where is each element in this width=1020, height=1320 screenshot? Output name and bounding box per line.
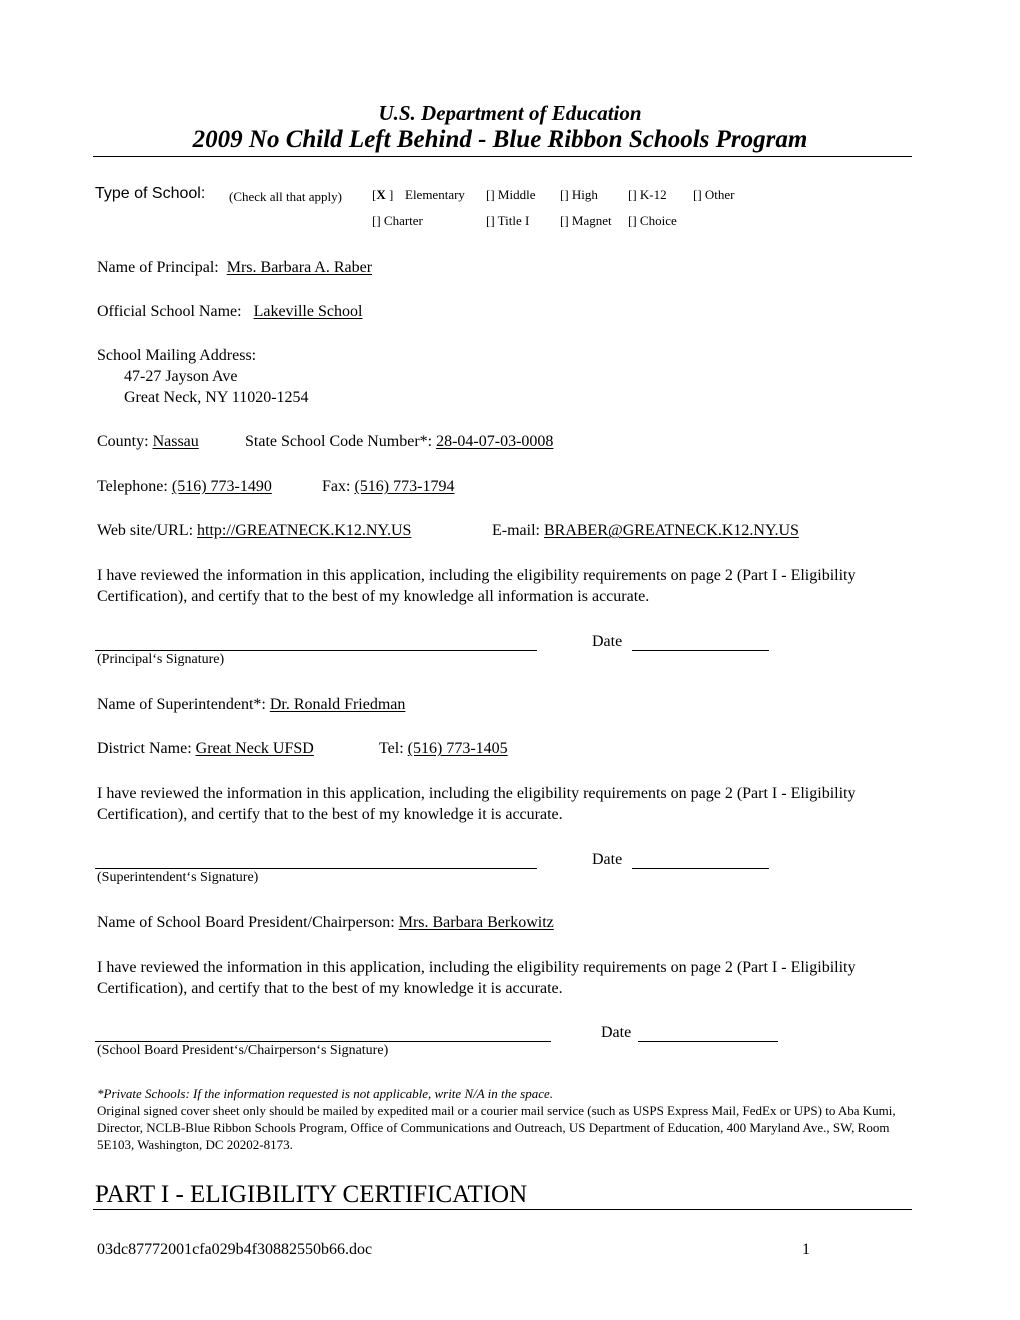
superintendent-signature-line[interactable] xyxy=(95,868,537,869)
superintendent-signature-caption: (Superintendent‘s Signature) xyxy=(97,870,259,885)
checkbox-open: [ xyxy=(372,187,377,202)
superintendent-row xyxy=(97,694,405,715)
board-signature-line[interactable] xyxy=(95,1041,551,1042)
principal-date-label: Date xyxy=(592,633,623,650)
school-type-hint: (Check all that apply) xyxy=(229,189,342,204)
checkbox-magnet[interactable]: [] Magnet xyxy=(560,213,612,228)
board-date-label: Date xyxy=(601,1024,632,1041)
district-tel-row xyxy=(379,738,508,759)
telephone-label: Telephone: xyxy=(97,478,168,495)
principal-date-line[interactable] xyxy=(632,650,769,651)
state-code-label: State School Code Number*: xyxy=(245,433,433,450)
header-rule xyxy=(93,156,912,157)
superintendent-certification: I have reviewed the information in this application, including the eligibility requirements on page 2 (Part I - Eligibility Certification), and certify that to the best of my knowledge it is accurate. xyxy=(97,785,856,823)
board-signature-caption: (School Board President‘s/Chairperson‘s Signature) xyxy=(97,1043,389,1058)
website-row xyxy=(97,520,411,541)
fax-value[interactable]: (516) 773-1794 xyxy=(354,478,455,495)
website-label: Web site/URL: xyxy=(97,522,194,539)
address-line2[interactable]: Great Neck, NY 11020-1254 xyxy=(124,389,309,406)
district-tel-value[interactable]: (516) 773-1405 xyxy=(407,740,508,757)
principal-row xyxy=(97,257,372,278)
principal-certification: I have reviewed the information in this application, including the eligibility requirements on page 2 (Part I - Eligibility Certification), and certify that to the best of my knowledge all information is accurate. xyxy=(97,567,856,605)
board-date-line[interactable] xyxy=(638,1041,778,1042)
email-label: E-mail: xyxy=(492,522,540,539)
superintendent-date-label: Date xyxy=(592,851,623,868)
superintendent-label: Name of Superintendent*: xyxy=(97,696,266,713)
board-president-name[interactable]: Mrs. Barbara Berkowitz xyxy=(398,914,554,931)
district-value[interactable]: Great Neck UFSD xyxy=(195,740,314,757)
telephone-value[interactable]: (516) 773-1490 xyxy=(171,478,272,495)
checkbox-close: ] xyxy=(385,187,394,202)
label-elementary: Elementary xyxy=(405,187,465,202)
district-label: District Name: xyxy=(97,740,192,757)
checkbox-elementary[interactable] xyxy=(372,186,393,203)
state-code-value[interactable]: 28-04-07-03-0008 xyxy=(436,433,554,450)
part-one-heading: PART I - ELIGIBILITY CERTIFICATION xyxy=(95,1181,528,1208)
superintendent-name[interactable]: Dr. Ronald Friedman xyxy=(269,696,406,713)
mailing-instructions: Original signed cover sheet only should be mailed by expedited mail or a courier mail service (such as USPS Express Mail, FedEx or UPS) to Aba Kumi, Director, NCLB-Blue Ribbon Schools Program, Office of Communications and Outreach, US Department of Education, 400 Maryland Ave., SW, Room 5E103, Washington, DC 20202-8173. xyxy=(97,1103,896,1152)
checkbox-k12[interactable]: [] K-12 xyxy=(628,187,667,202)
checkbox-middle[interactable]: [] Middle xyxy=(486,187,536,202)
checkbox-title1[interactable]: [] Title I xyxy=(486,213,530,228)
checkbox-charter[interactable]: [] Charter xyxy=(372,213,423,228)
program-title: 2009 No Child Left Behind - Blue Ribbon Schools Program xyxy=(192,126,808,153)
checkbox-choice[interactable]: [] Choice xyxy=(628,213,677,228)
email-row xyxy=(492,520,799,541)
state-code-row xyxy=(245,431,553,452)
school-name-label: Official School Name: xyxy=(97,303,242,320)
email-link[interactable]: BRABER@GREATNECK.K12.NY.US xyxy=(543,522,799,539)
school-type-label: Type of School: xyxy=(95,185,206,202)
website-link[interactable]: http://GREATNECK.K12.NY.US xyxy=(197,522,412,539)
county-value[interactable]: Nassau xyxy=(152,433,199,450)
district-tel-label: Tel: xyxy=(379,740,404,757)
telephone-row xyxy=(97,476,272,497)
board-certification: I have reviewed the information in this application, including the eligibility requirements on page 2 (Part I - Eligibility Certification), and certify that to the best of my knowledge it is accurate. xyxy=(97,959,856,997)
county-label: County: xyxy=(97,433,149,450)
department-title: U.S. Department of Education xyxy=(378,101,642,125)
checkbox-other[interactable]: [] Other xyxy=(693,187,735,202)
fax-label: Fax: xyxy=(322,478,351,495)
principal-signature-caption: (Principal‘s Signature) xyxy=(97,652,225,667)
superintendent-date-line[interactable] xyxy=(632,868,769,869)
fax-row xyxy=(322,476,454,497)
checkbox-mark: X xyxy=(376,187,386,202)
school-name-row xyxy=(97,301,362,322)
district-row xyxy=(97,738,314,759)
private-schools-note: *Private Schools: If the information requested is not applicable, write N/A in the space. xyxy=(97,1086,554,1101)
footer-filename: 03dc87772001cfa029b4f30882550b66.doc xyxy=(97,1241,373,1258)
part-heading-rule xyxy=(93,1209,912,1210)
principal-signature-line[interactable] xyxy=(95,650,537,651)
address-line1[interactable]: 47-27 Jayson Ave xyxy=(124,368,238,385)
school-name-value[interactable]: Lakeville School xyxy=(253,303,363,320)
board-president-row xyxy=(97,912,554,933)
county-row xyxy=(97,431,199,452)
principal-name[interactable]: Mrs. Barbara A. Raber xyxy=(226,259,373,276)
checkbox-high[interactable]: [] High xyxy=(560,187,598,202)
board-president-label: Name of School Board President/Chairperson: xyxy=(97,914,395,931)
address-label: School Mailing Address: xyxy=(97,347,257,364)
footer-page-number: 1 xyxy=(802,1241,810,1258)
principal-label: Name of Principal: xyxy=(97,259,219,276)
